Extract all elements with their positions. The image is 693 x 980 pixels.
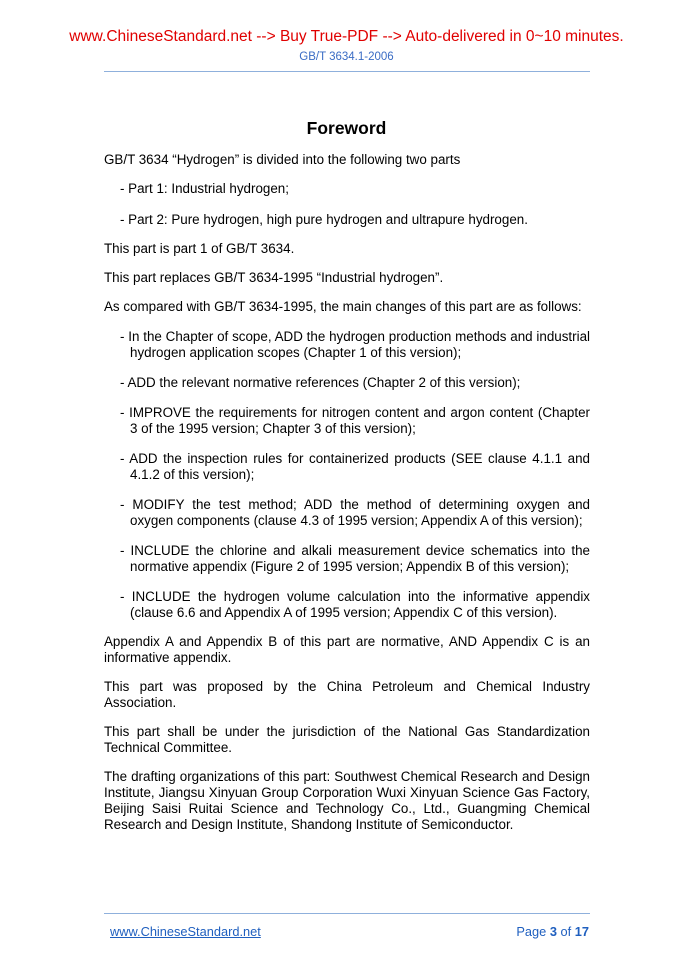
proposer-statement: This part was proposed by the China Petroleum and Chemical Industry Association. (104, 679, 590, 710)
page-indicator (516, 924, 589, 939)
change-item-inspection: - ADD the inspection rules for containerized products (SEE clause 4.1.1 and 4.1.2 of this version); (120, 451, 590, 482)
change-item-scope: - In the Chapter of scope, ADD the hydrogen production methods and industrial hydrogen application scopes (Chapter 1 of this version); (120, 329, 590, 360)
replacement-statement: This part replaces GB/T 3634-1995 “Industrial hydrogen”. (104, 270, 444, 285)
change-item-volume-calculation: - INCLUDE the hydrogen volume calculation into the informative appendix (clause 6.6 and Appendix A of 1995 version; Appendix C of this version). (120, 589, 590, 620)
page-label: Page (516, 924, 547, 939)
change-item-references: - ADD the relevant normative references (Chapter 2 of this version); (120, 375, 521, 390)
changes-intro: As compared with GB/T 3634-1995, the main changes of this part are as follows: (104, 299, 582, 314)
change-item-test-method: - MODIFY the test method; ADD the method of determining oxygen and oxygen components (clause 4.3 of 1995 version; Appendix A of this version); (120, 497, 590, 528)
part-statement: This part is part 1 of GB/T 3634. (104, 241, 295, 256)
jurisdiction-statement: This part shall be under the jurisdiction of the National Gas Standardization Technical Committee. (104, 724, 590, 755)
change-item-requirements: - IMPROVE the requirements for nitrogen content and argon content (Chapter 3 of the 1995 version; Chapter 3 of this version); (120, 405, 590, 436)
header-divider (104, 71, 590, 72)
footer-divider (104, 913, 590, 914)
page-total: 17 (574, 924, 589, 939)
list-item-part-2: - Part 2: Pure hydrogen, high pure hydrogen and ultrapure hydrogen. (120, 212, 528, 227)
promo-banner[interactable]: www.ChineseStandard.net --> Buy True-PDF --> Auto-delivered in 0~10 minutes. (69, 28, 624, 45)
appendix-statement: Appendix A and Appendix B of this part are normative, AND Appendix C is an informative appendix. (104, 634, 590, 665)
drafting-organizations: The drafting organizations of this part: Southwest Chemical Research and Design Institute, Jiangsu Xinyuan Group Corporation Wuxi Xinyuan Science Gas Factory, Beijing Saisi Ruitai Science and Technology Co., Ltd., Guangming Chemical Research and Design Institute, Shandong Institute of Semiconductor. (104, 769, 590, 832)
page-of-label: of (560, 924, 572, 939)
intro-paragraph: GB/T 3634 “Hydrogen” is divided into the following two parts (104, 152, 461, 167)
change-item-schematics: - INCLUDE the chlorine and alkali measurement device schematics into the normative appendix (Figure 2 of 1995 version; Appendix B of this version); (120, 543, 590, 574)
footer-website-link[interactable]: www.ChineseStandard.net (110, 924, 261, 939)
document-id: GB/T 3634.1-2006 (299, 51, 394, 63)
foreword-body (104, 152, 590, 833)
page-current: 3 (549, 924, 557, 939)
page-title: Foreword (306, 118, 387, 138)
list-item-part-1: - Part 1: Industrial hydrogen; (120, 181, 289, 196)
